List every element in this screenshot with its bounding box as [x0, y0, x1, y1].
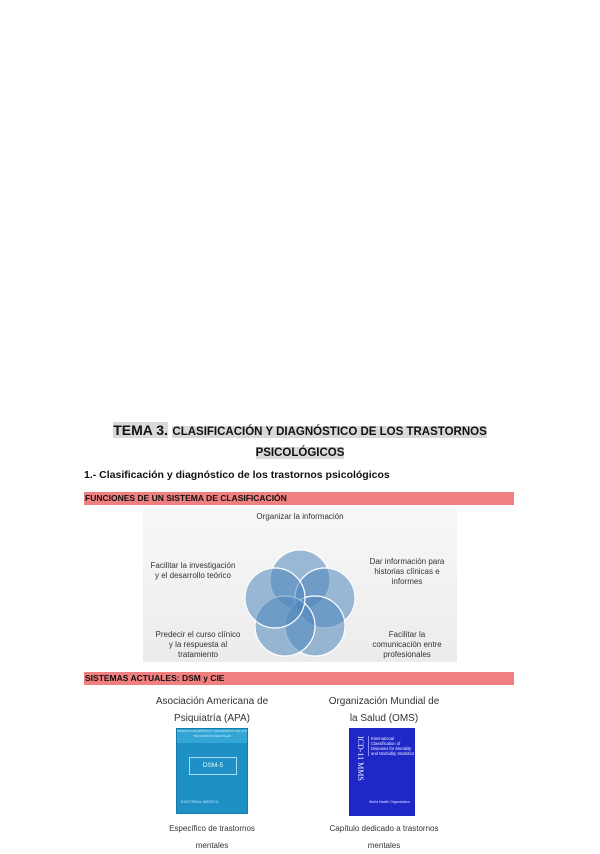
function-left-top: Facilitar la investigación y el desarrollo teórico [150, 561, 236, 580]
dsm5-publisher: EDITORIAL MÉDICA [181, 799, 219, 804]
title-line-2 [60, 442, 540, 463]
apa-caption: Específico de trastornos mentales [169, 824, 255, 850]
dsm5-band: MANUAL DIAGNÓSTICO Y ESTADÍSTICO DE LOS TRASTORNOS MENTALES [177, 729, 247, 743]
function-right-bottom: Facilitar la comunicación entre profesionales [372, 630, 442, 659]
section-heading: 1.- Clasificación y diagnóstico de los trastornos psicológicos [84, 469, 390, 481]
icd11-spine-text: ICD-11 MMS [356, 736, 365, 781]
function-left-bottom: Predecir el curso clínico y la respuesta al tratamiento [155, 630, 241, 659]
section-bar-functions: FUNCIONES DE UN SISTEMA DE CLASIFICACIÓN [84, 492, 514, 505]
title-prefix: TEMA 3. [113, 422, 168, 438]
title-line-1 [60, 420, 540, 442]
functions-diagram [143, 508, 457, 662]
function-top: Organizar la información [256, 512, 344, 521]
circle-left [245, 568, 305, 628]
dsm5-book-cover [176, 728, 248, 814]
venn-circles [241, 546, 359, 658]
dsm5-title: DSM-5 [189, 757, 237, 775]
function-right-top: Dar información para historias clínicas e informes [369, 557, 445, 586]
systems-panel [143, 690, 457, 848]
icd11-description: International Classification of Diseases for Mortality and Morbidity Statistics [368, 736, 415, 756]
document-title [60, 420, 540, 463]
oms-caption: Capítulo dedicado a trastornos mentales [329, 824, 439, 850]
oms-label: Organización Mundial de la Salud (OMS) [328, 696, 440, 724]
title-text-2: PSICOLÓGICOS [255, 447, 345, 459]
icd11-book-cover [349, 728, 415, 816]
apa-label: Asociación Americana de Psiquiatría (APA) [155, 696, 269, 724]
section-bar-systems: SISTEMAS ACTUALES: DSM y CIE [84, 672, 514, 685]
who-logo-text: World Health Organization [369, 800, 410, 804]
title-text-1: CLASIFICACIÓN Y DIAGNÓSTICO DE LOS TRASTORNOS [172, 426, 487, 438]
